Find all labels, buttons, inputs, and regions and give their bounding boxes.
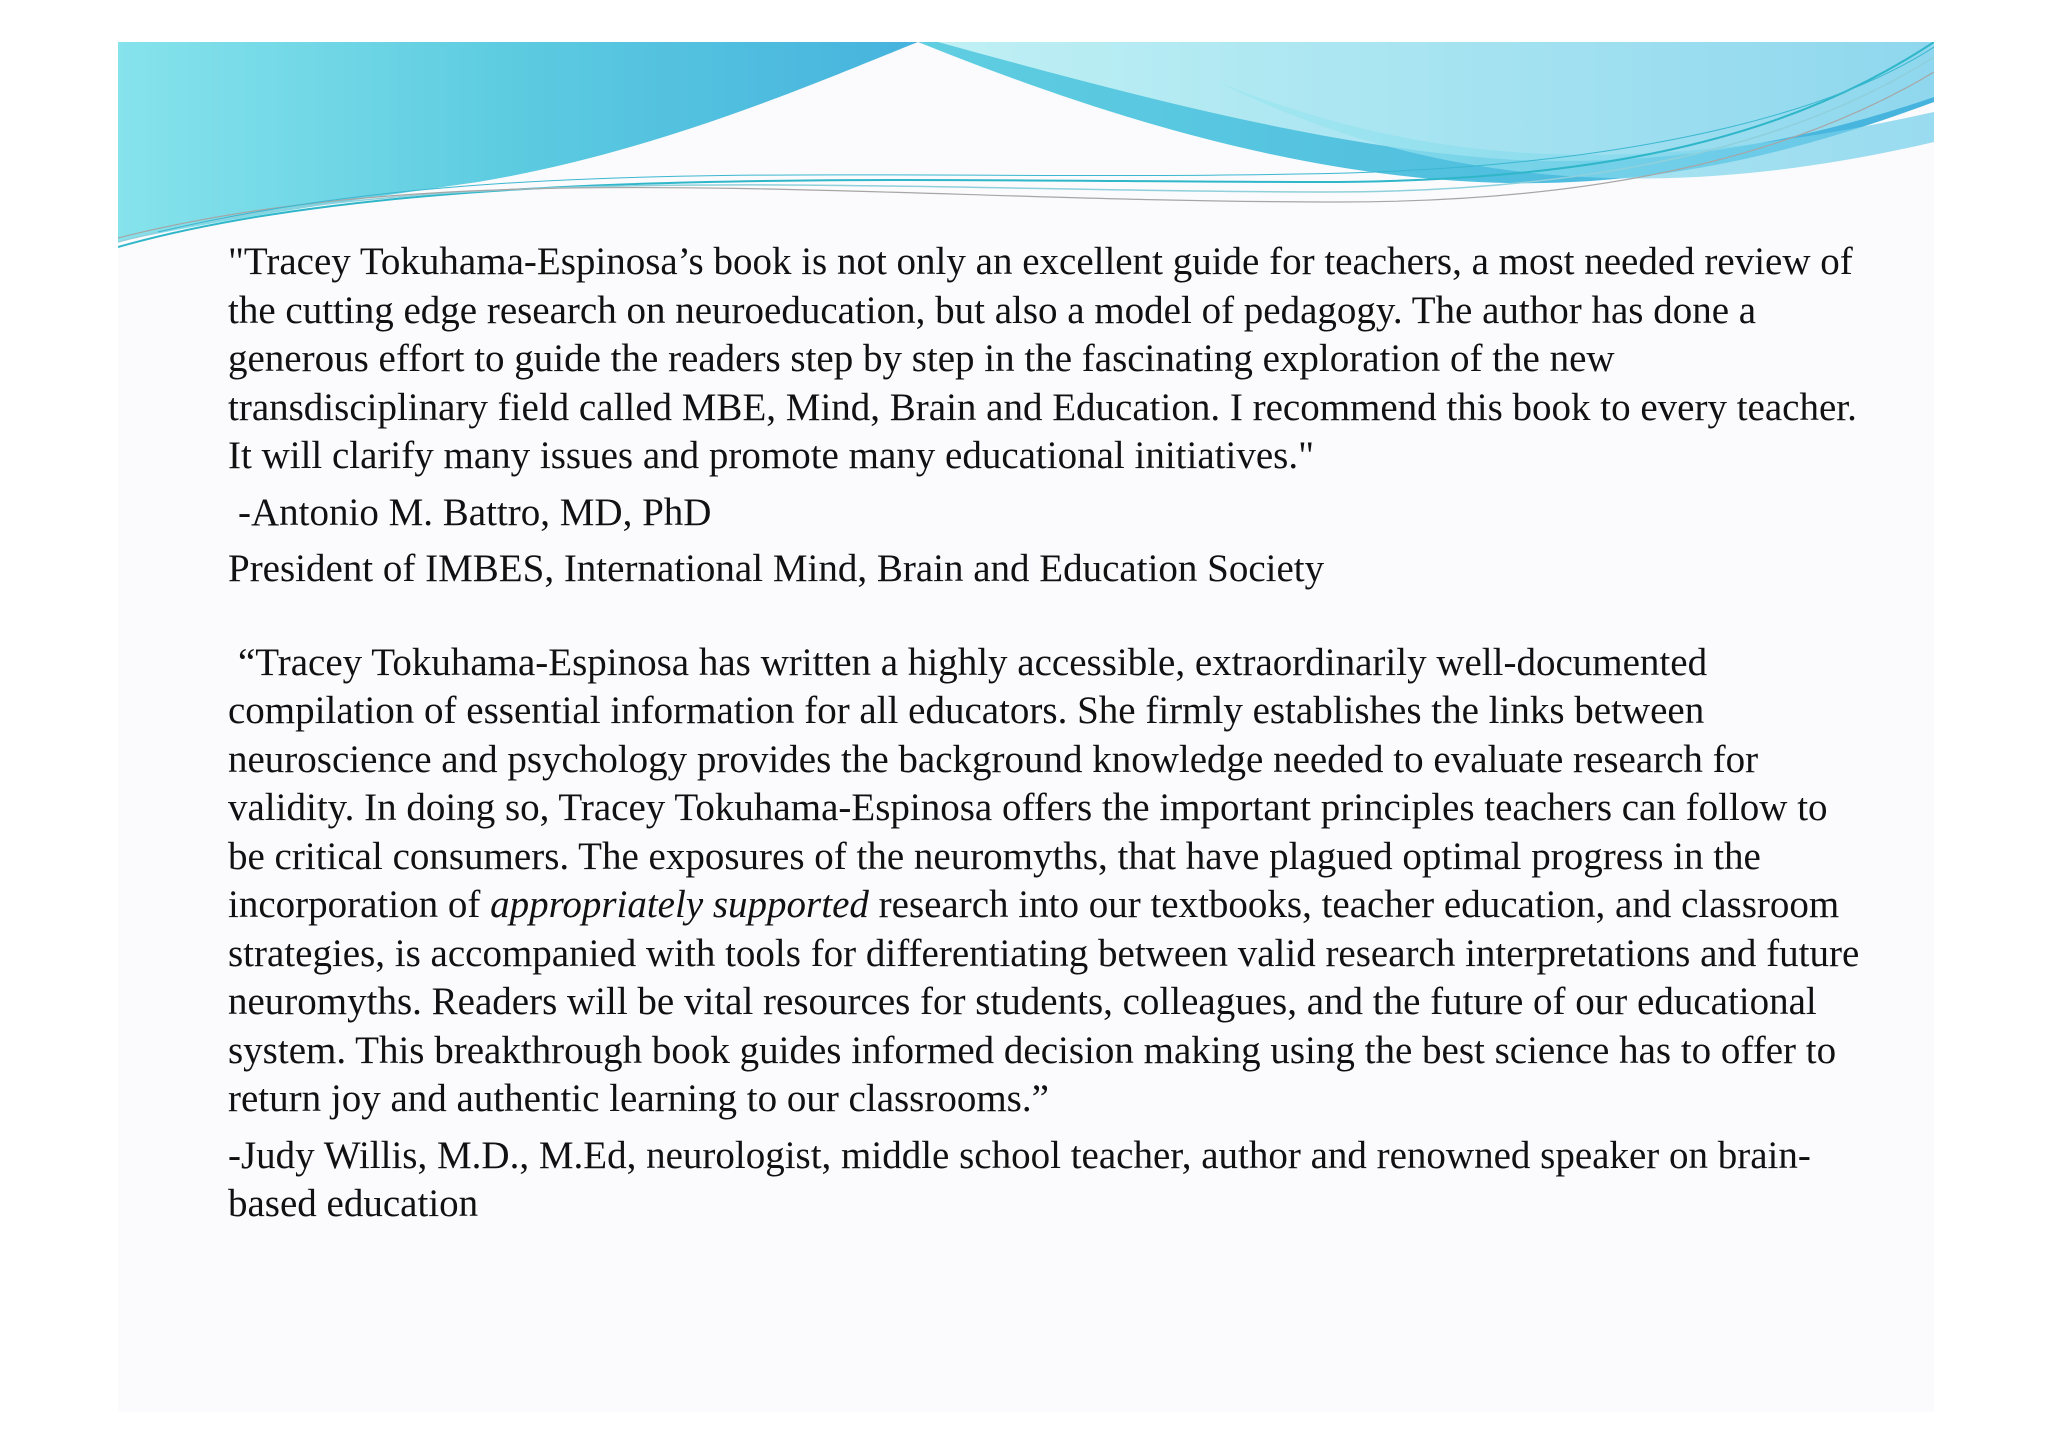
- slide: [118, 42, 1934, 1412]
- quote-text-part: “Tracey Tokuhama-Espinosa has written a highly accessible, extraordinarily well-documented compilation of essential information for all educators. She firmly establishes the links between neuroscience and psychology provides the background knowledge needed to evaluate research for validity. In doing so, Tracey Tokuhama-Espinosa offers the important principles teachers can follow to be critical consumers. The exposures of the neuromyths, that have plagued optimal progress in the incorporation of: [228, 640, 1828, 926]
- testimonials: [228, 238, 1868, 1228]
- testimonial-author-battro: -Antonio M. Battro, MD, PhD: [238, 490, 712, 534]
- quote-italic-emphasis: appropriately supported: [490, 883, 869, 926]
- testimonial-quote-battro: "Tracey Tokuhama-Espinosa’s book is not only an excellent guide for teachers, a most needed review of the cutting edge research on neuroeducation, but also a model of pedagogy. The author has done a generous effort to guide the readers step by step in the fascinating exploration of the new transdisciplinary field called MBE, Mind, Brain and Education. I recommend this book to every teacher. It will clarify many issues and promote many educational initiatives.": [228, 240, 1857, 477]
- testimonial-affiliation-battro: President of IMBES, International Mind, Brain and Education Society: [228, 546, 1325, 590]
- wave-left: [118, 42, 918, 242]
- quote-text-part: research into our textbooks, teacher education, and classroom strategies, is accompanied with tools for differentiating between valid research interpretations and future neuromyths. Readers will be vital resources for students, colleagues, and the future of our educational system. This breakthrough book guides informed decision making using the best science has to offer to return joy and authentic learning to our classrooms.”: [228, 883, 1860, 1120]
- testimonial-author-willis: -Judy Willis, M.D., M.Ed, neurologist, middle school teacher, author and renowned speaker on brain-based education: [228, 1133, 1811, 1225]
- spacer: [228, 593, 1868, 639]
- decorative-wave-banner: [118, 42, 1934, 262]
- testimonial-quote-willis: [228, 639, 1868, 1124]
